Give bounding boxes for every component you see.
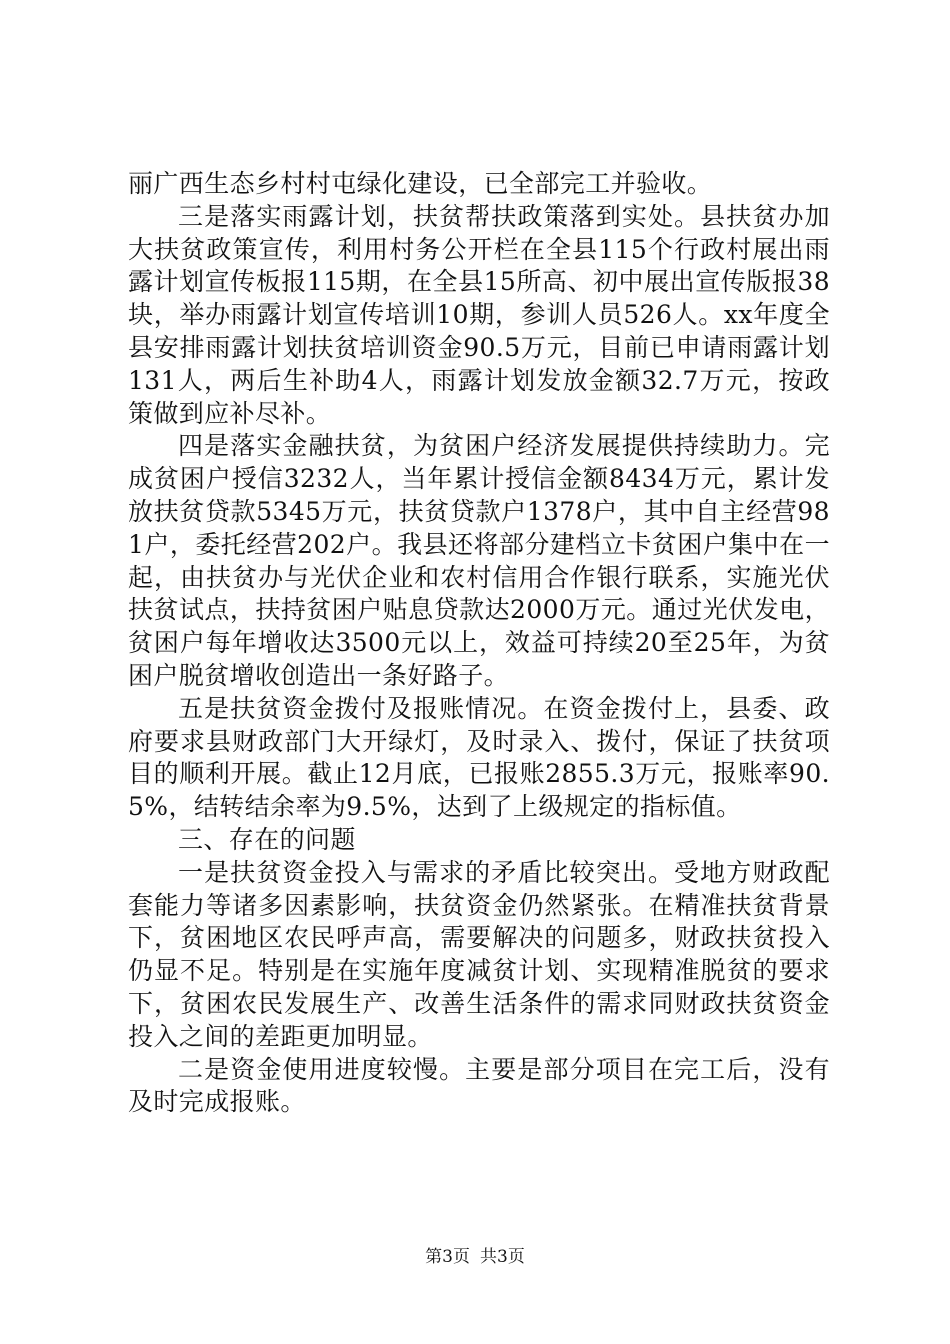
document-body bbox=[128, 168, 830, 1119]
section-heading-problems: 三、存在的问题 bbox=[178, 824, 356, 854]
page-footer bbox=[0, 1242, 950, 1267]
paragraph-funding-gap: 一是扶贫资金投入与需求的矛盾比较突出。受地方财政配套能力等诸多因素影响，扶贫资金仍然紧张。在精准扶贫背景下，贫困地区农民呼声高，需要解决的问题多，财政扶贫投入仍显不足。特别是在实施年度减贫计划、实现精准脱贫的要求下，贫困农民发展生产、改善生活条件的需求同财政扶贫资金投入之间的差距更加明显。 bbox=[128, 857, 830, 1051]
page-number: 第3页 bbox=[425, 1247, 470, 1267]
paragraph-financial-poverty-relief: 四是落实金融扶贫，为贫困户经济发展提供持续助力。完成贫困户授信3232人，当年累计授信金额8434万元，累计发放扶贫贷款5345万元，扶贫贷款户1378户，其中自主经营981户，委托经营202户。我县还将部分建档立卡贫困户集中在一起，由扶贫办与光伏企业和农村信用合作银行联系，实施光伏扶贫试点，扶持贫困户贴息贷款达2000万元。通过光伏发电，贫困户每年增收达3500元以上，效益可持续20至25年，为贫困户脱贫增收创造出一条好路子。 bbox=[128, 431, 830, 690]
paragraph-continuation: 丽广西生态乡村村屯绿化建设，已全部完工并验收。 bbox=[128, 169, 713, 198]
paragraph-slow-progress: 二是资金使用进度较慢。主要是部分项目在完工后，没有及时完成报账。 bbox=[128, 1054, 830, 1117]
paragraph-yulu-plan: 三是落实雨露计划，扶贫帮扶政策落到实处。县扶贫办加大扶贫政策宣传，利用村务公开栏在全县115个行政村展出雨露计划宣传板报115期，在全县15所高、初中展出宣传版报38块，举办雨露计划宣传培训10期，参训人员526人。xx年度全县安排雨露计划扶贫培训资金90.5万元，目前已申请雨露计划131人，两后生补助4人，雨露计划发放金额32.7万元，按政策做到应补尽补。 bbox=[128, 201, 830, 428]
page-total: 共3页 bbox=[480, 1247, 525, 1267]
paragraph-fund-allocation: 五是扶贫资金拨付及报账情况。在资金拨付上，县委、政府要求县财政部门大开绿灯，及时录入、拨付，保证了扶贫项目的顺利开展。截止12月底，已报账2855.3万元，报账率90.5%，结转结余率为9.5%，达到了上级规定的指标值。 bbox=[128, 693, 830, 822]
